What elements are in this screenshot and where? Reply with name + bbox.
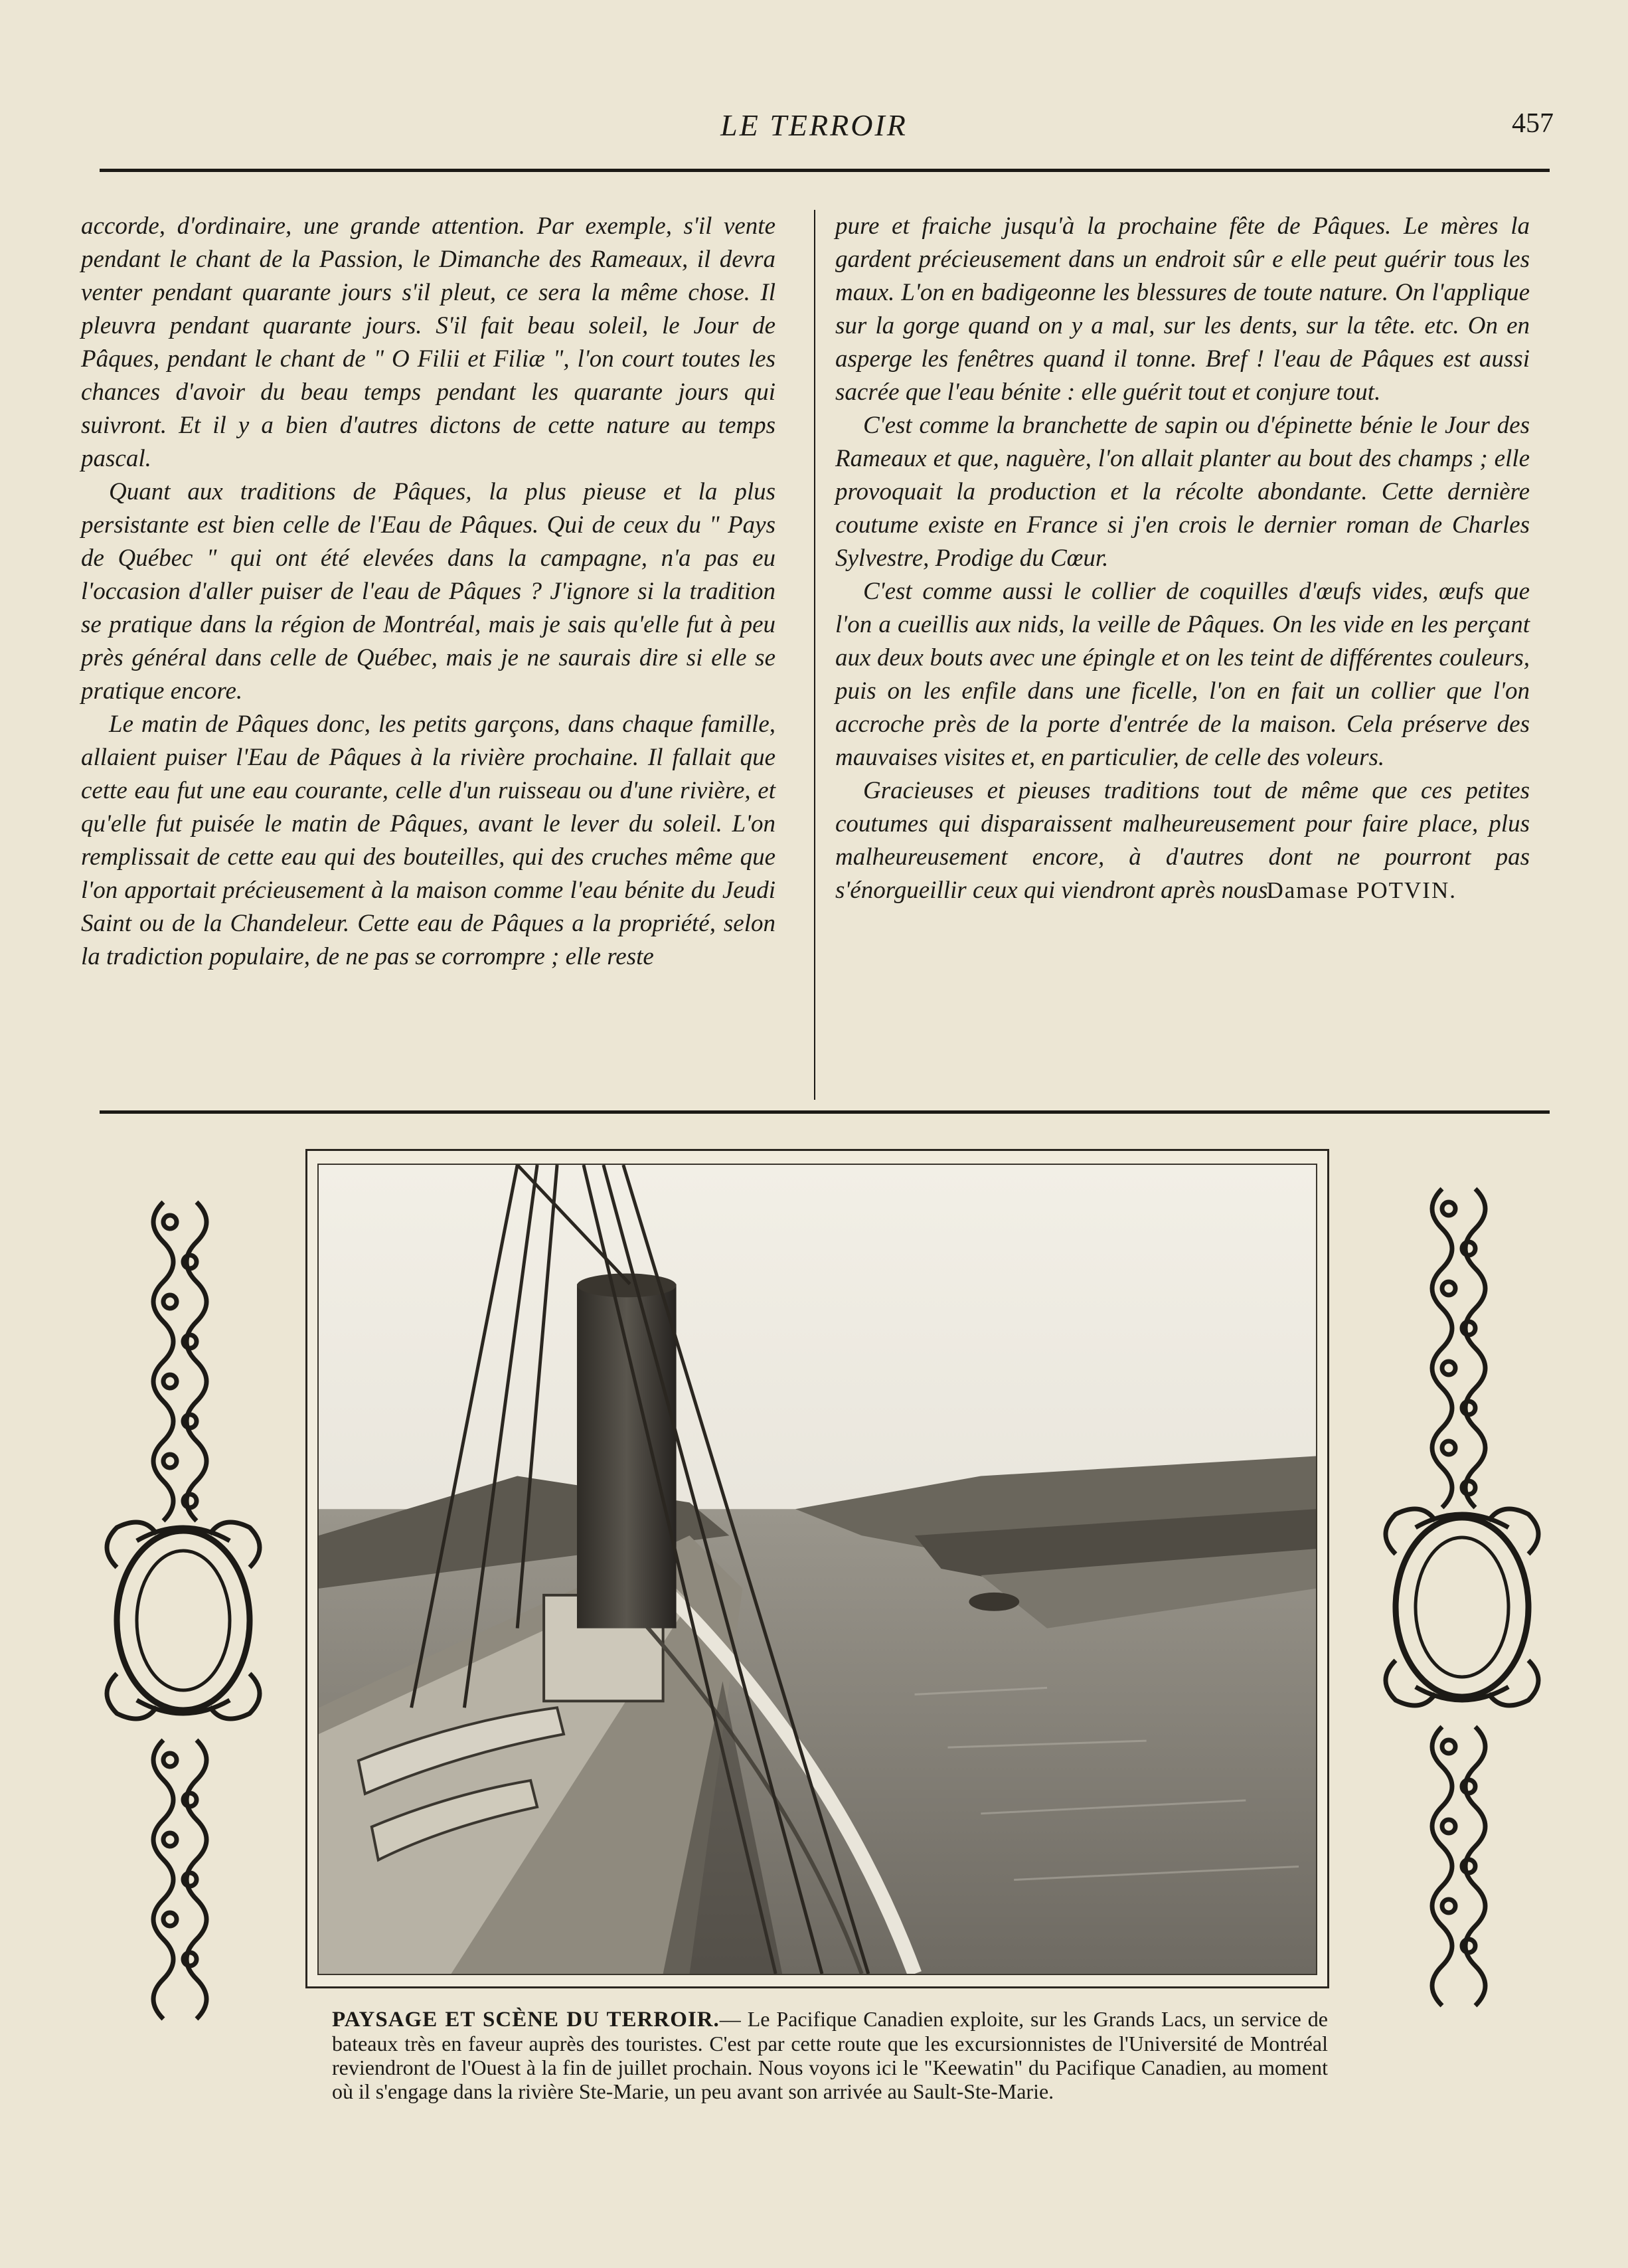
photo-caption bbox=[332, 2007, 1328, 2103]
article-paragraph: pure et fraiche jusqu'à la prochaine fête de Pâques. Le mères la gardent précieusement dans un endroit sûr e elle peut guérir tous les maux. L'on en badigeonne les blessures de toute nature. On l'applique sur la gorge quand on y a mal, sur les dents, sur la tête. etc. On en asperge les fenêtres quand il tonne. Bref ! l'eau de Pâques est aussi sacrée que l'eau bénite : elle guérit tout et conjure tout. bbox=[835, 213, 1530, 406]
article-bottom-rule bbox=[100, 1110, 1550, 1114]
article-paragraph: Quant aux traditions de Pâques, la plus pieuse et la plus persistante est bien celle de l'Eau de Pâques. Qui de ceux du " Pays de Québec " qui ont été elevées dans la campagne, n'a pas eu l'occasion d'aller puiser de l'eau de Pâques ? J'ignore si la tradition se pratique dans la région de Montréal, mais je sais qu'elle fut à peu près général dans celle de Québec, mais je ne saurais dire si elle se pratique encore. bbox=[81, 478, 775, 705]
article-paragraph: Le matin de Pâques donc, les petits garçons, dans chaque famille, allaient puiser l'Eau de Pâques à la rivière prochaine. Il fallait que cette eau fut une eau courante, celle d'un ruisseau ou d'une rivière, et qu'elle fut puisée le matin de Pâques, avant le lever du soleil. L'on remplissait de cette eau qui des bouteilles, qui des cruches même que l'on apportait précieusement à la maison comme l'eau bénite du Jeudi Saint ou de la Chandeleur. Cette eau de Pâques a la propriété, selon la tradiction populaire, de ne pas se corrompre ; elle reste bbox=[81, 711, 775, 970]
column-divider bbox=[814, 210, 815, 1100]
ship-river-photo bbox=[317, 1164, 1317, 1975]
header-rule bbox=[100, 169, 1550, 172]
article-signature: Damase POTVIN. bbox=[1266, 877, 1457, 903]
right-scroll-ornament bbox=[1376, 1182, 1548, 2046]
article-left-column bbox=[81, 210, 775, 1103]
running-title: LE TERROIR bbox=[720, 108, 908, 142]
caption-dash: — bbox=[719, 2007, 741, 2031]
article-paragraph: C'est comme aussi le collier de coquilles d'œufs vides, œufs que l'on a cueillis aux nids, la veille de Pâques. On les vide en les perçant aux deux bouts avec une épingle et on les teint de différentes couleurs, puis on les enfile dans une ficelle, l'on en fait un collier que l'on accroche près de la porte d'entrée de la maison. Cela préserve des mauvaises visites et, en particulier, de celle des voleurs. bbox=[835, 578, 1530, 771]
article-right-column bbox=[835, 210, 1530, 1103]
caption-text: Le Pacifique Canadien exploite, sur les Grands Lacs, un service de bateaux très en faveur auprès des touristes. C'est par cette route que les excursionnistes de l'Université de Montréal reviendront de l'Ouest à la fin de juillet prochain. Nous voyons ici le "Keewatin" du Pacifique Canadien, au moment où il s'engage dans la rivière Ste-Marie, un peu avant son arrivée au Sault-Ste-Marie. bbox=[332, 2007, 1329, 2103]
page-number: 457 bbox=[1512, 108, 1554, 139]
article-paragraph: accorde, d'ordinaire, une grande attention. Par exemple, s'il vente pendant le chant de la Passion, le Dimanche des Rameaux, il devra venter pendant quarante jours s'il pleut, ce sera la même chose. Il pleuvra pendant quarante jours. S'il fait beau soleil, le Jour de Pâques, pendant le chant de " O Filii et Filiæ ", l'on court toutes les chances d'avoir du beau temps pendant les quarante jours qui suivront. Et il y a bien d'autres dictons de cette nature au temps pascal. bbox=[81, 213, 775, 472]
caption-title: PAYSAGE ET SCÈNE DU TERROIR. bbox=[332, 2008, 720, 2032]
left-scroll-ornament bbox=[97, 1195, 270, 2059]
article-paragraph: C'est comme la branchette de sapin ou d'épinette bénie le Jour des Rameaux et que, naguère, l'on allait planter au bout des champs ; elle provoquait la production et la récolte abondante. Cette dernière coutume existe en France si j'en crois le dernier roman de Charles Sylvestre, Prodige du Cœur. bbox=[835, 412, 1530, 572]
article-paragraph: Gracieuses et pieuses traditions tout de même que ces petites coutumes qui disparaissent malheureusement pour faire place, plus malheureusement encore, à d'autres dont ne pourront pas s'énorgueillir ceux qui viendront après nous. bbox=[835, 777, 1530, 904]
